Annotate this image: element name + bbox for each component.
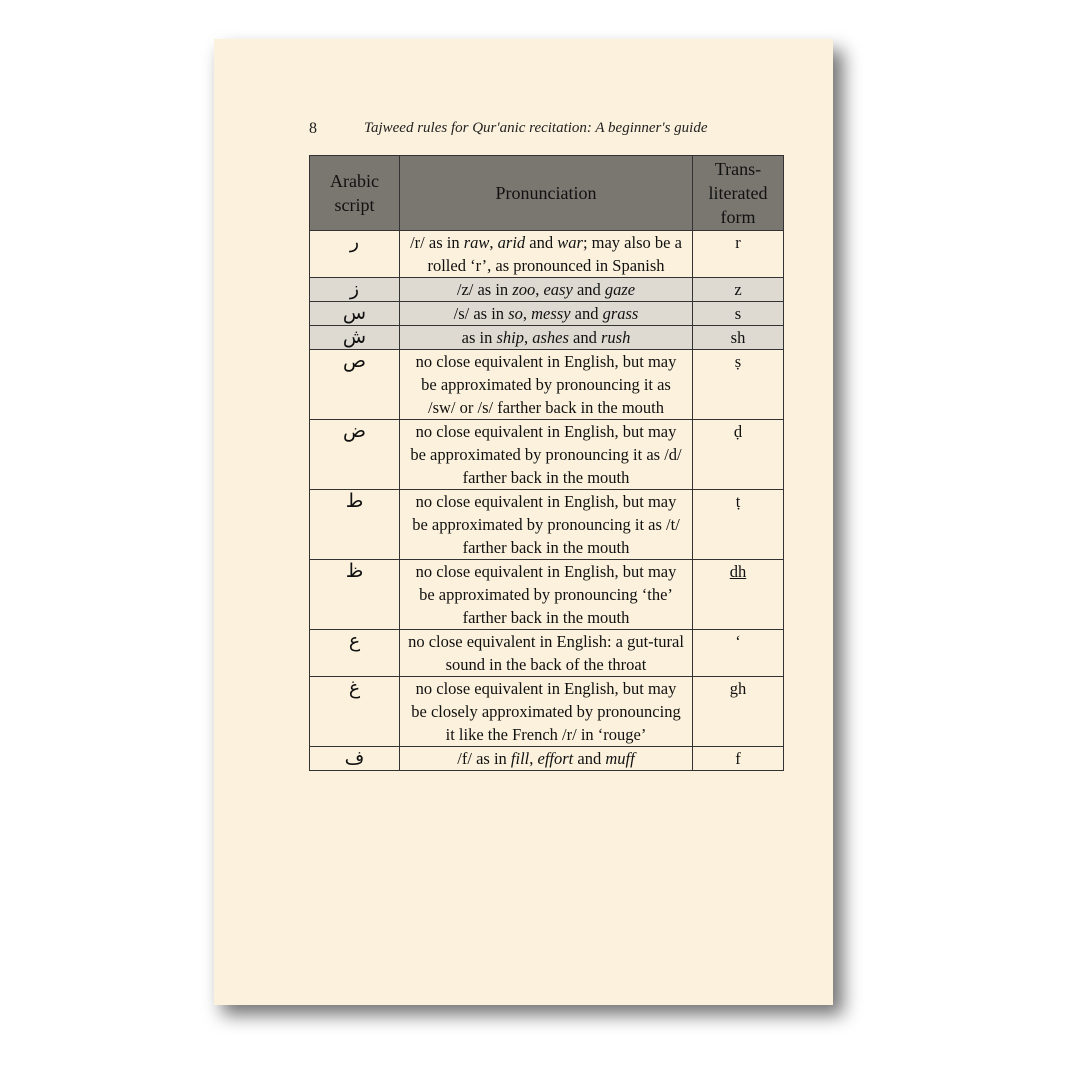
- table-row: [310, 326, 784, 350]
- arabic-letter: ر: [310, 231, 400, 278]
- example-word: rush: [601, 328, 631, 347]
- example-word: easy: [543, 280, 573, 299]
- book-page: [214, 39, 833, 1005]
- pronunciation-text: no close equivalent in English, but may be closely approximated by pronouncing it like the French /r/ in ‘rouge’: [411, 679, 681, 744]
- pronunciation-text: ,: [524, 328, 533, 347]
- pronunciation-cell: [400, 630, 693, 677]
- arabic-letter: غ: [310, 677, 400, 747]
- example-word: gaze: [604, 280, 636, 299]
- table-row: [310, 231, 784, 278]
- pronunciation-cell: [400, 677, 693, 747]
- pronunciation-text: ,: [522, 304, 532, 323]
- example-word: arid: [497, 233, 526, 252]
- table-row: [310, 278, 784, 302]
- pronunciation-cell: [400, 326, 693, 350]
- pronunciation-text: /z/ as in: [456, 280, 513, 299]
- running-header: [309, 118, 809, 142]
- pronunciation-text: and: [525, 233, 558, 252]
- example-word: grass: [602, 304, 639, 323]
- arabic-letter: ف: [310, 747, 400, 771]
- transliterated-form: ṭ: [693, 490, 784, 560]
- transliterated-form: sh: [693, 326, 784, 350]
- transliterated-form: s: [693, 302, 784, 326]
- example-word: effort: [537, 749, 574, 768]
- pronunciation-cell: [400, 302, 693, 326]
- table-row: [310, 747, 784, 771]
- transliterated-form: ḍ: [693, 420, 784, 490]
- table-row: [310, 677, 784, 747]
- arabic-letter: ص: [310, 350, 400, 420]
- column-header-arabic: Arabic script: [310, 156, 400, 231]
- pronunciation-text: and: [572, 280, 605, 299]
- pronunciation-cell: [400, 278, 693, 302]
- column-header-pronunciation: Pronunciation: [400, 156, 693, 231]
- example-word: war: [557, 233, 583, 252]
- transliterated-form: z: [693, 278, 784, 302]
- transliterated-form: f: [693, 747, 784, 771]
- pronunciation-text: /r/ as in: [410, 233, 464, 252]
- example-word: ship: [496, 328, 524, 347]
- pronunciation-cell: [400, 231, 693, 278]
- pronunciation-cell: [400, 350, 693, 420]
- pronunciation-text: and: [573, 749, 606, 768]
- table-row: [310, 420, 784, 490]
- example-word: muff: [605, 749, 635, 768]
- table-header-row: [310, 156, 784, 231]
- arabic-letter: ط: [310, 490, 400, 560]
- table-body: [310, 231, 784, 771]
- pronunciation-text: ,: [535, 280, 544, 299]
- example-word: so: [508, 304, 523, 323]
- pronunciation-text: /s/ as in: [453, 304, 509, 323]
- pronunciation-text: and: [570, 304, 603, 323]
- pronunciation-table: [309, 155, 784, 771]
- transliterated-form: gh: [693, 677, 784, 747]
- arabic-letter: ش: [310, 326, 400, 350]
- pronunciation-text: no close equivalent in English, but may be approximated by pronouncing it as /sw/ or /s/ farther back in the mouth: [415, 352, 677, 417]
- pronunciation-text: no close equivalent in English, but may be approximated by pronouncing it as /t/ farther back in the mouth: [412, 492, 680, 557]
- column-header-transliterated: Trans-literated form: [693, 156, 784, 231]
- pronunciation-text: ,: [529, 749, 538, 768]
- pronunciation-text: no close equivalent in English: a gut-tural sound in the back of the throat: [408, 632, 684, 674]
- table-row: [310, 302, 784, 326]
- example-word: zoo: [512, 280, 536, 299]
- arabic-letter: ض: [310, 420, 400, 490]
- example-word: fill: [510, 749, 530, 768]
- table-row: [310, 560, 784, 630]
- pronunciation-text: and: [568, 328, 601, 347]
- page-number: 8: [309, 120, 317, 137]
- example-word: ashes: [532, 328, 569, 347]
- transliterated-form: ṣ: [693, 350, 784, 420]
- transliterated-form: r: [693, 231, 784, 278]
- pronunciation-cell: [400, 490, 693, 560]
- transliterated-form: ‘: [693, 630, 784, 677]
- arabic-letter: ظ: [310, 560, 400, 630]
- arabic-letter: س: [310, 302, 400, 326]
- example-word: raw: [463, 233, 490, 252]
- pronunciation-text: as in: [461, 328, 497, 347]
- table-row: [310, 350, 784, 420]
- pronunciation-text: /f/ as in: [457, 749, 511, 768]
- pronunciation-cell: [400, 560, 693, 630]
- pronunciation-text: no close equivalent in English, but may be approximated by pronouncing ‘the’ farther back in the mouth: [415, 562, 677, 627]
- transliterated-form: dh: [693, 560, 784, 630]
- table-row: [310, 630, 784, 677]
- pronunciation-cell: [400, 420, 693, 490]
- example-word: messy: [531, 304, 571, 323]
- pronunciation-text: no close equivalent in English, but may be approximated by pronouncing it as /d/ farther back in the mouth: [410, 422, 682, 487]
- arabic-letter: ع: [310, 630, 400, 677]
- pronunciation-text: ,: [489, 233, 498, 252]
- pronunciation-text: ; may also be a rolled ‘r’, as pronounced in Spanish: [427, 233, 682, 275]
- arabic-letter: ز: [310, 278, 400, 302]
- table-row: [310, 490, 784, 560]
- running-title: Tajweed rules for Qur'anic recitation: A beginner's guide: [364, 120, 708, 136]
- pronunciation-cell: [400, 747, 693, 771]
